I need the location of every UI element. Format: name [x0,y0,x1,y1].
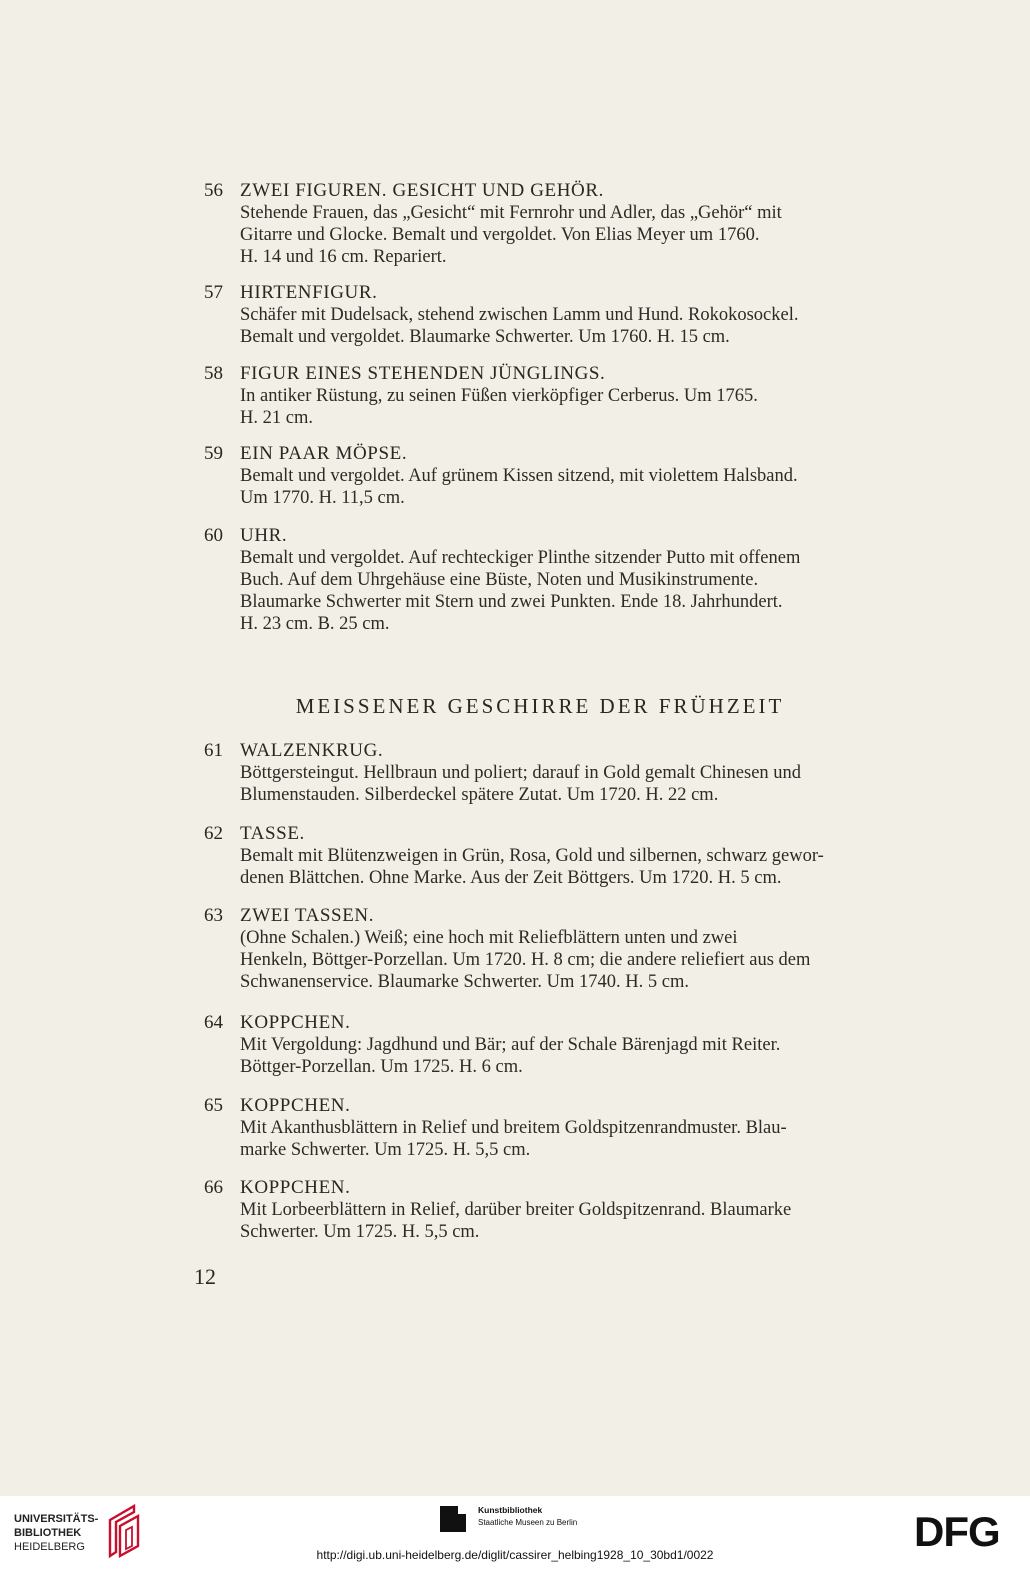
description-line: Bemalt und vergoldet. Auf rechteckiger Plinthe sitzender Putto mit offenem [240,548,801,568]
entry-title: TASSE. [240,823,305,844]
entry-number: 62 [204,823,223,844]
entry-description [240,547,910,635]
university-logo-line: UNIVERSITÄTS- [14,1513,99,1525]
entry-description [240,304,910,348]
description-line: Bemalt und vergoldet. Auf grünem Kissen sitzend, mit violettem Halsband. [240,466,798,486]
entry-description [240,465,910,509]
description-line: Buch. Auf dem Uhrgehäuse eine Büste, Noten und Musikinstrumente. [240,570,759,590]
description-line: Bemalt und vergoldet. Blaumarke Schwerter. Um 1760. H. 15 cm. [240,327,730,347]
description-line: Böttgersteingut. Hellbraun und poliert; darauf in Gold gemalt Chinesen und [240,763,802,783]
source-url-link[interactable]: http://digi.ub.uni-heidelberg.de/diglit/cassirer_helbing1928_10_30bd1/0022 [316,1548,714,1562]
description-line: Bemalt mit Blütenzweigen in Grün, Rosa, Gold und silbernen, schwarz gewor- [240,846,824,866]
catalog-entry-64 [204,1012,910,1078]
catalog-entry-62 [204,823,910,889]
kunstbibliothek-icon [440,1506,466,1532]
entry-title: FIGUR EINES STEHENDEN JÜNGLINGS. [240,363,606,384]
description-line: Henkeln, Böttger-Porzellan. Um 1720. H. 8 cm; die andere reliefiert aus dem [240,950,811,970]
description-line: Mit Vergoldung: Jagdhund und Bär; auf der Schale Bärenjagd mit Reiter. [240,1035,781,1055]
catalog-entry-63 [204,905,910,993]
description-line: Mit Akanthusblättern in Relief und breitem Goldspitzenrandmuster. Blau- [240,1118,787,1138]
catalog-entry-56 [204,180,910,268]
entry-heading [204,1095,910,1117]
entry-heading [204,905,910,927]
catalog-entry-66 [204,1177,910,1243]
kunstbibliothek-title: Kunstbibliothek [478,1505,543,1515]
entry-heading [204,1177,910,1199]
digitization-footer [0,1496,1030,1569]
entry-title: KOPPCHEN. [240,1095,351,1116]
entry-description [240,762,910,806]
entry-heading [204,443,910,465]
entry-number: 64 [204,1012,223,1033]
description-line: Stehende Frauen, das „Gesicht“ mit Fernrohr und Adler, das „Gehör“ mit [240,203,782,223]
entry-description [240,1117,910,1161]
entry-number: 66 [204,1177,223,1198]
entry-description [240,1199,910,1243]
kunstbibliothek-subtitle: Staatliche Museen zu Berlin [478,1518,578,1527]
description-line: H. 23 cm. B. 25 cm. [240,614,390,634]
entry-title: ZWEI TASSEN. [240,905,375,926]
entry-description [240,385,910,429]
entry-heading [204,363,910,385]
catalog-entry-57 [204,282,910,348]
entry-heading [204,823,910,845]
entry-title: KOPPCHEN. [240,1177,351,1198]
section-title: MEISSENER GESCHIRRE DER FRÜHZEIT [295,694,785,718]
description-line: Schwerter. Um 1725. H. 5,5 cm. [240,1222,480,1242]
description-line: marke Schwerter. Um 1725. H. 5,5 cm. [240,1140,531,1160]
entry-number: 63 [204,905,223,926]
description-line: Blaumarke Schwerter mit Stern und zwei Punkten. Ende 18. Jahrhundert. [240,592,783,612]
entry-title: UHR. [240,525,288,546]
description-line: Gitarre und Glocke. Bemalt und vergoldet. Von Elias Meyer um 1760. [240,225,760,245]
university-logo-line: HEIDELBERG [14,1541,85,1553]
description-line: Schwanenservice. Blaumarke Schwerter. Um 1740. H. 5 cm. [240,972,690,992]
entry-number: 57 [204,282,223,303]
entry-number: 61 [204,740,223,761]
entry-heading [204,740,910,762]
entry-title: KOPPCHEN. [240,1012,351,1033]
catalog-entry-65 [204,1095,910,1161]
description-line: In antiker Rüstung, zu seinen Füßen vierköpfiger Cerberus. Um 1765. [240,386,758,406]
entry-number: 58 [204,363,223,384]
page-number: 12 [194,1264,216,1289]
description-line: H. 21 cm. [240,408,313,428]
entry-title: ZWEI FIGUREN. GESICHT UND GEHÖR. [240,180,604,201]
entry-number: 56 [204,180,223,201]
catalog-entry-58 [204,363,910,429]
entry-title: HIRTENFIGUR. [240,282,378,303]
entry-heading [204,1012,910,1034]
entry-number: 59 [204,443,223,464]
entry-description [240,845,910,889]
catalog-entry-59 [204,443,910,509]
description-line: Schäfer mit Dudelsack, stehend zwischen Lamm und Hund. Rokokosockel. [240,305,799,325]
entry-heading [204,180,910,202]
entry-title: WALZENKRUG. [240,740,384,761]
catalog-entry-60 [204,525,910,635]
entry-description [240,1034,910,1078]
description-line: H. 14 und 16 cm. Repariert. [240,247,447,267]
entry-title: EIN PAAR MÖPSE. [240,443,408,464]
description-line: denen Blättchen. Ohne Marke. Aus der Zeit Böttgers. Um 1720. H. 5 cm. [240,868,782,888]
description-line: Blumenstauden. Silberdeckel spätere Zutat. Um 1720. H. 22 cm. [240,785,719,805]
description-line: Böttger-Porzellan. Um 1725. H. 6 cm. [240,1057,523,1077]
entry-number: 60 [204,525,223,546]
description-line: Mit Lorbeerblättern in Relief, darüber breiter Goldspitzenrand. Blaumarke [240,1200,792,1220]
university-logo-line: BIBLIOTHEK [14,1527,82,1539]
dfg-logo[interactable]: DFG [914,1508,1000,1555]
description-line: (Ohne Schalen.) Weiß; eine hoch mit Reliefblättern unten und zwei [240,928,738,948]
entry-number: 65 [204,1095,223,1116]
catalog-entry-61 [204,740,910,806]
entry-description [240,202,910,268]
description-line: Um 1770. H. 11,5 cm. [240,488,405,508]
entry-description [240,927,910,993]
entry-heading [204,525,910,547]
entry-heading [204,282,910,304]
